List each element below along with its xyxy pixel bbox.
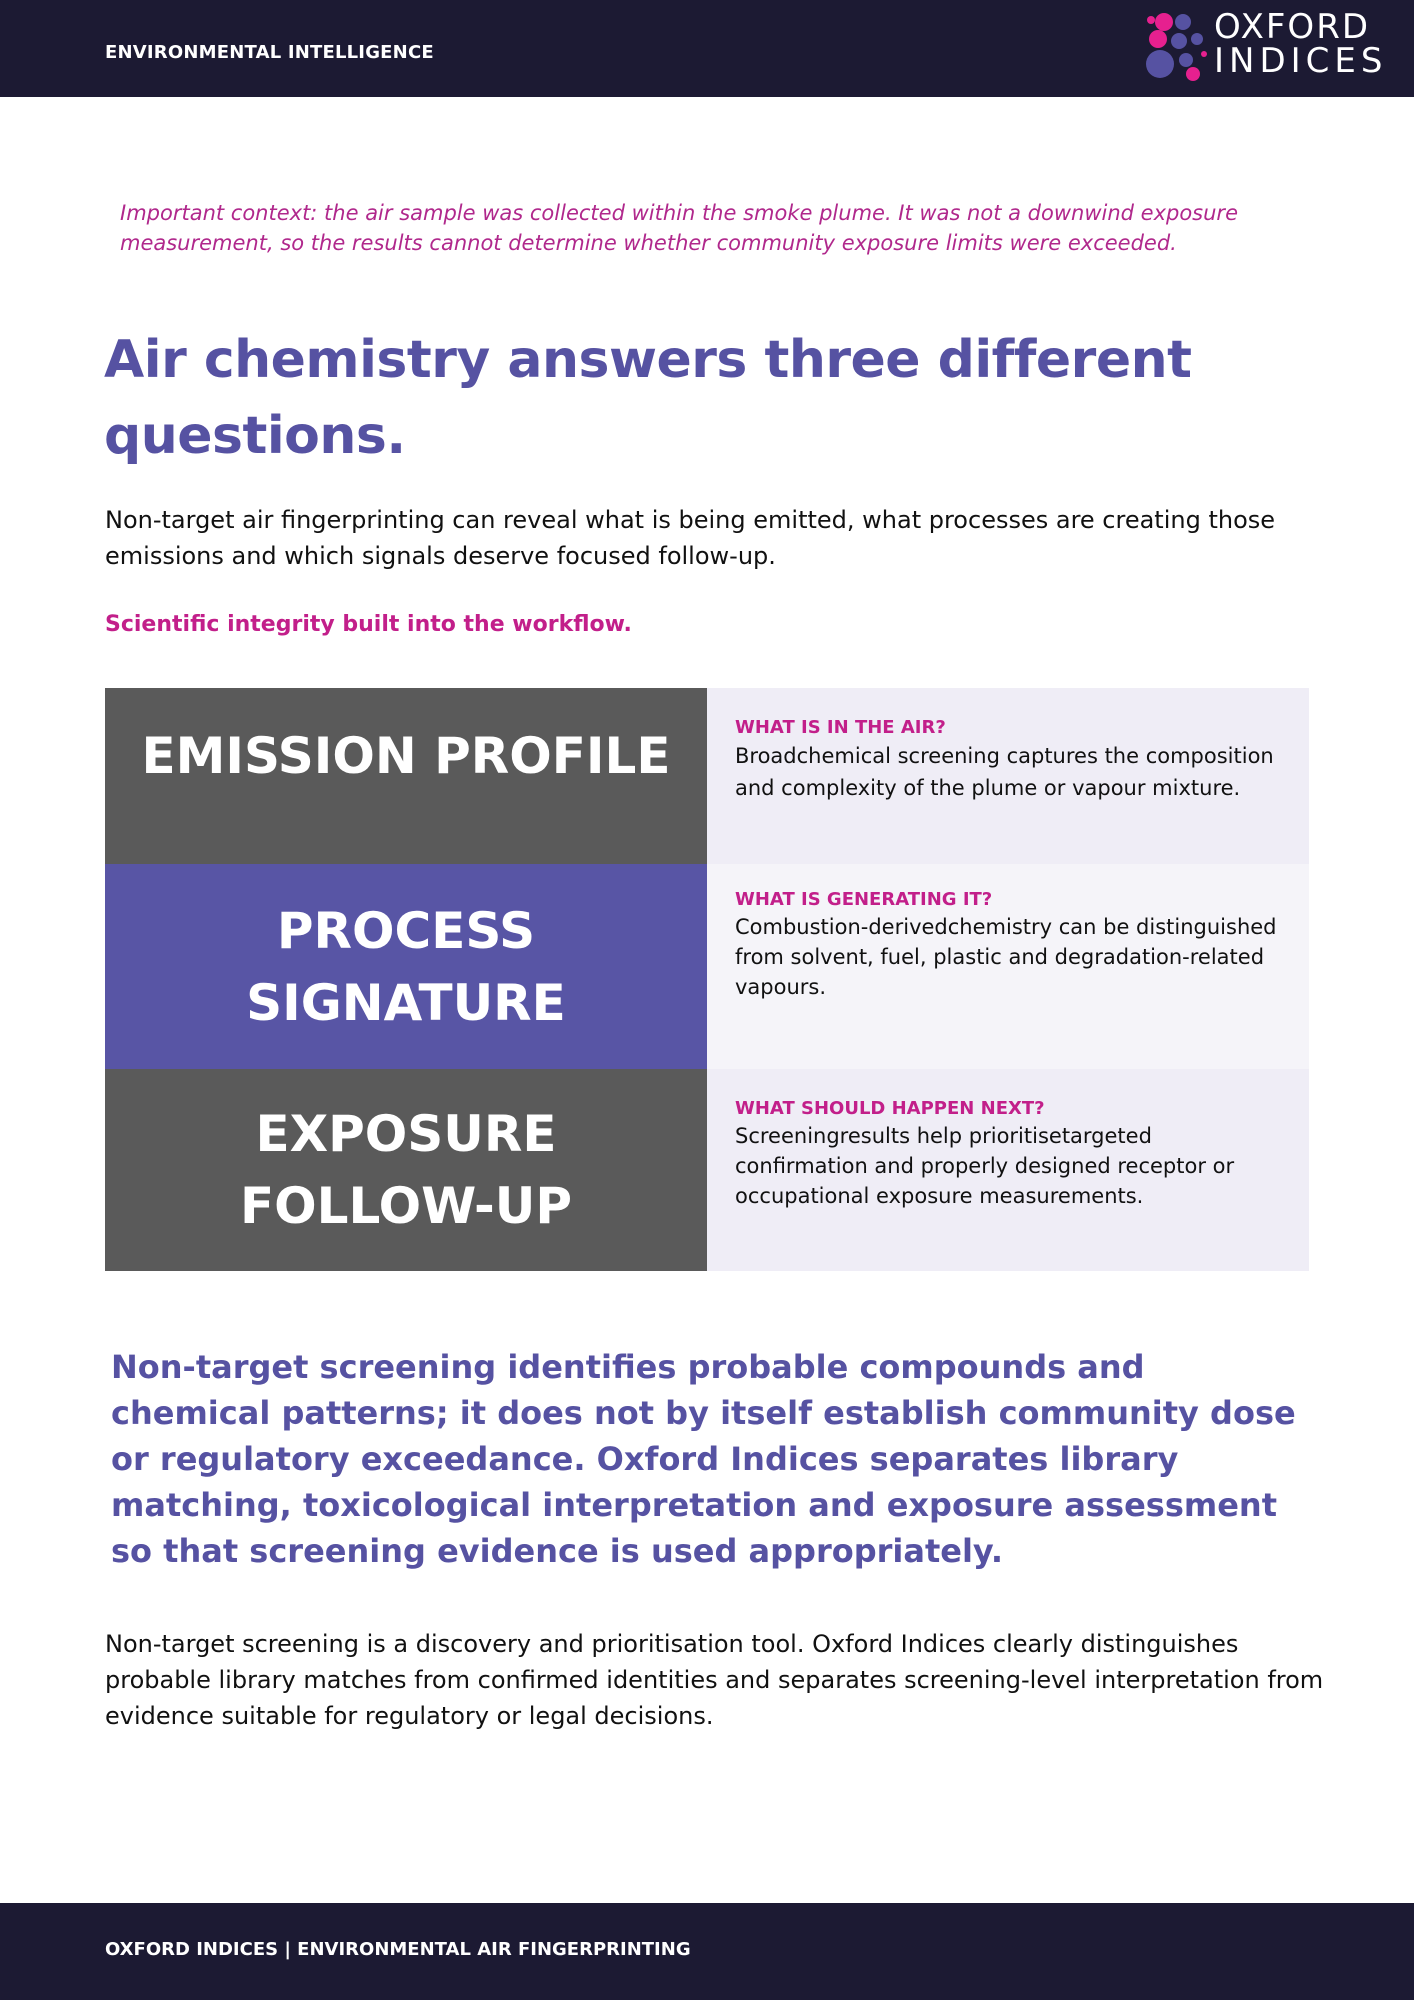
page-title: Air chemistry answers three different questions. — [104, 330, 1192, 466]
question-title: WHAT IS IN THE AIR? — [735, 717, 946, 738]
oxford-indices-logo — [1146, 7, 1396, 88]
question-title: WHAT SHOULD HAPPEN NEXT? — [735, 1098, 1045, 1119]
intro-paragraph: Non-target air fingerprinting can reveal what is being emitted, what processes are creating those emissions and which signals deserve focused follow-up. — [105, 506, 1276, 570]
logo-line-2: INDICES — [1214, 41, 1388, 81]
question-title: WHAT IS GENERATING IT? — [735, 889, 993, 910]
section-label: ENVIRONMENTAL INTELLIGENCE — [105, 42, 434, 63]
question-description — [707, 1069, 1309, 1271]
closing-paragraph: Non-target screening is a discovery and prioritisation tool. Oxford Indices clearly distinguishes probable library matches from confirmed identities and separates screening-level interpretation from evidence suitable for regulatory or legal decisions. — [105, 1630, 1324, 1730]
question-description — [707, 688, 1309, 864]
question-row-process-signature — [105, 864, 1309, 1069]
question-text: Screeningresults help prioritisetargeted confirmation and properly designed receptor or occupational exposure measurements. — [735, 1124, 1235, 1208]
question-row-emission-profile — [105, 688, 1309, 864]
integrity-subheading: Scientific integrity built into the workflow. — [105, 612, 632, 637]
question-label: EMISSION PROFILE — [105, 688, 707, 864]
context-note: Important context: the air sample was collected within the smoke plume. It was not a downwind exposure measurement, so the results cannot determine whether community exposure limits were exceeded. — [120, 201, 1238, 255]
pull-quote: Non-target screening identifies probable compounds and chemical patterns; it does not by itself establish community dose or regulatory exceedance. Oxford Indices separates library matching, toxicological interpretation and exposure assessment so that screening evidence is used appropriately. — [111, 1348, 1296, 1570]
footer-label: OXFORD INDICES | ENVIRONMENTAL AIR FINGERPRINTING — [105, 1939, 691, 1960]
question-row-exposure-follow-up — [105, 1069, 1309, 1271]
question-text: Combustion-derivedchemistry can be distinguished from solvent, fuel, plastic and degradation-related vapours. — [735, 915, 1277, 999]
footer-bar — [0, 1903, 1414, 2000]
question-label: PROCESS SIGNATURE — [105, 864, 707, 1069]
questions-table — [105, 688, 1309, 1271]
header-bar — [0, 0, 1414, 97]
logo-wordmark — [1214, 7, 1388, 81]
bubble-logo-icon — [1146, 12, 1212, 84]
logo-line-1: OXFORD — [1214, 7, 1371, 47]
question-description — [707, 864, 1309, 1069]
question-label: EXPOSURE FOLLOW-UP — [105, 1069, 707, 1271]
question-text: Broadchemical screening captures the composition and complexity of the plume or vapour mixture. — [735, 744, 1274, 800]
